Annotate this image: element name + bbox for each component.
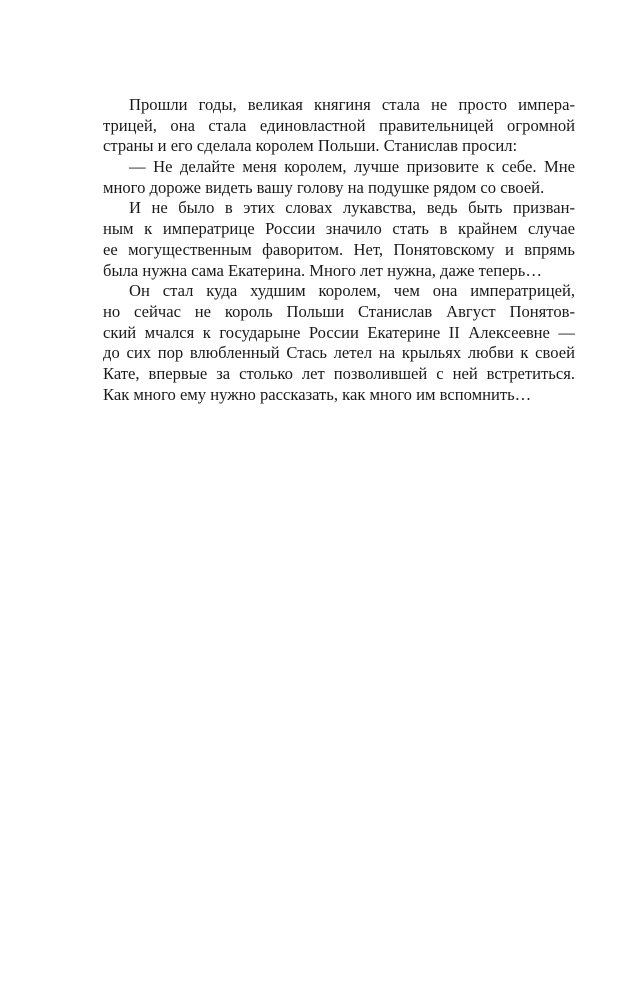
text-line: Кате, впервые за столько лет позволившей с ней встретиться. <box>103 363 575 383</box>
text-line: до сих пор влюбленный Стась летел на крыльях любви к своей <box>103 343 575 363</box>
text-line: И не было в этих словах лукавства, ведь быть призван- <box>129 198 575 218</box>
text-line: ным к императрице России значило стать в крайнем случае <box>103 219 575 239</box>
text-line: но сейчас не король Польши Станислав Август Понятов- <box>103 301 575 321</box>
text-line: много дороже видеть вашу голову на подушке рядом со своей. <box>103 177 545 197</box>
text-line: ее могущественным фаворитом. Нет, Понятовскому и впрямь <box>103 239 575 259</box>
text-line: Он стал куда худшим королем, чем она императрицей, <box>129 281 575 301</box>
dialogue-line: — Не делайте меня королем, лучше призовите к себе. Мне <box>129 157 575 177</box>
text-line: Прошли годы, великая княгиня стала не просто импера- <box>129 95 575 114</box>
text-line: ский мчался к государыне России Екатерине II Алексеевне — <box>103 322 575 342</box>
text-line: была нужна сама Екатерина. Много лет нужна, даже теперь… <box>103 260 542 280</box>
text-line: Как много ему нужно рассказать, как много им вспомнить… <box>103 384 532 404</box>
book-page-text <box>103 95 575 405</box>
text-line: трицей, она стала единовластной правительницей огромной <box>103 115 575 135</box>
text-line: страны и его сделала королем Польши. Станислав просил: <box>103 136 518 156</box>
